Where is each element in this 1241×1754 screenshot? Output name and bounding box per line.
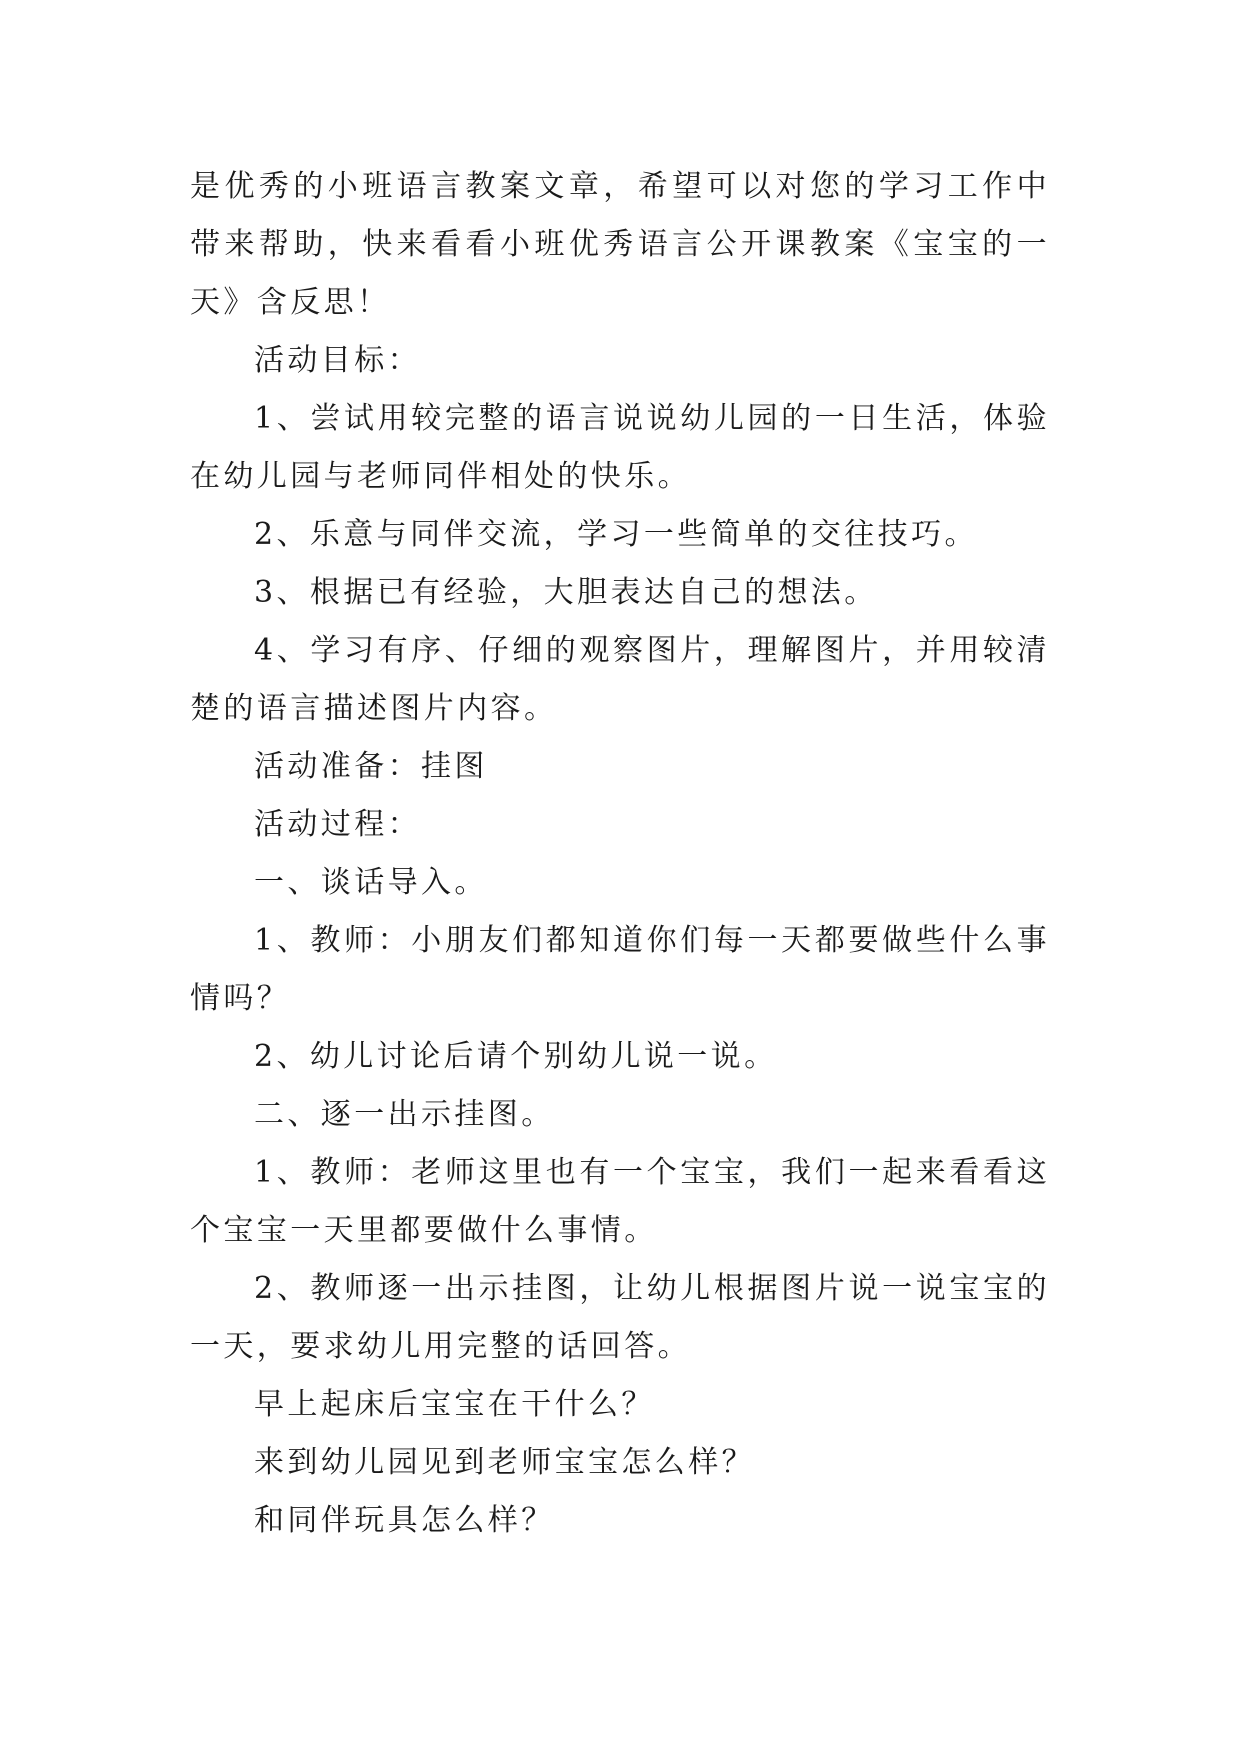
goal-item: 3、根据已有经验，大胆表达自己的想法。 (254, 575, 878, 610)
process-item: 2、幼儿讨论后请个别幼儿说一说。 (254, 1039, 778, 1074)
goal-item: 1、尝试用较完整的语言说说幼儿园的一日生活，体验在幼儿园与老师同伴相处的快乐。 (190, 401, 1050, 494)
process-item: 1、教师：小朋友们都知道你们每一天都要做些什么事情吗？ (190, 923, 1050, 1016)
section-heading-goals: 活动目标： (254, 343, 421, 378)
section-heading-process: 活动过程： (254, 807, 421, 842)
process-item: 1、教师：老师这里也有一个宝宝，我们一起来看看这个宝宝一天里都要做什么事情。 (190, 1155, 1050, 1248)
process-step-heading: 一、谈话导入。 (254, 865, 488, 900)
goal-item: 2、乐意与同伴交流，学习一些简单的交往技巧。 (254, 517, 978, 552)
intro-paragraph: 是优秀的小班语言教案文章，希望可以对您的学习工作中带来帮助，快来看看小班优秀语言公开课教案《宝宝的一天》含反思！ (190, 169, 1050, 320)
question-line: 早上起床后宝宝在干什么？ (254, 1387, 655, 1422)
document-body (190, 158, 1050, 1550)
section-heading-preparation: 活动准备：挂图 (254, 749, 488, 784)
process-step-heading: 二、逐一出示挂图。 (254, 1097, 555, 1132)
goal-item: 4、学习有序、仔细的观察图片，理解图片，并用较清楚的语言描述图片内容。 (190, 633, 1050, 726)
question-line: 来到幼儿园见到老师宝宝怎么样？ (254, 1445, 755, 1480)
process-item: 2、教师逐一出示挂图，让幼儿根据图片说一说宝宝的一天，要求幼儿用完整的话回答。 (190, 1271, 1050, 1364)
question-line: 和同伴玩具怎么样？ (254, 1503, 555, 1538)
